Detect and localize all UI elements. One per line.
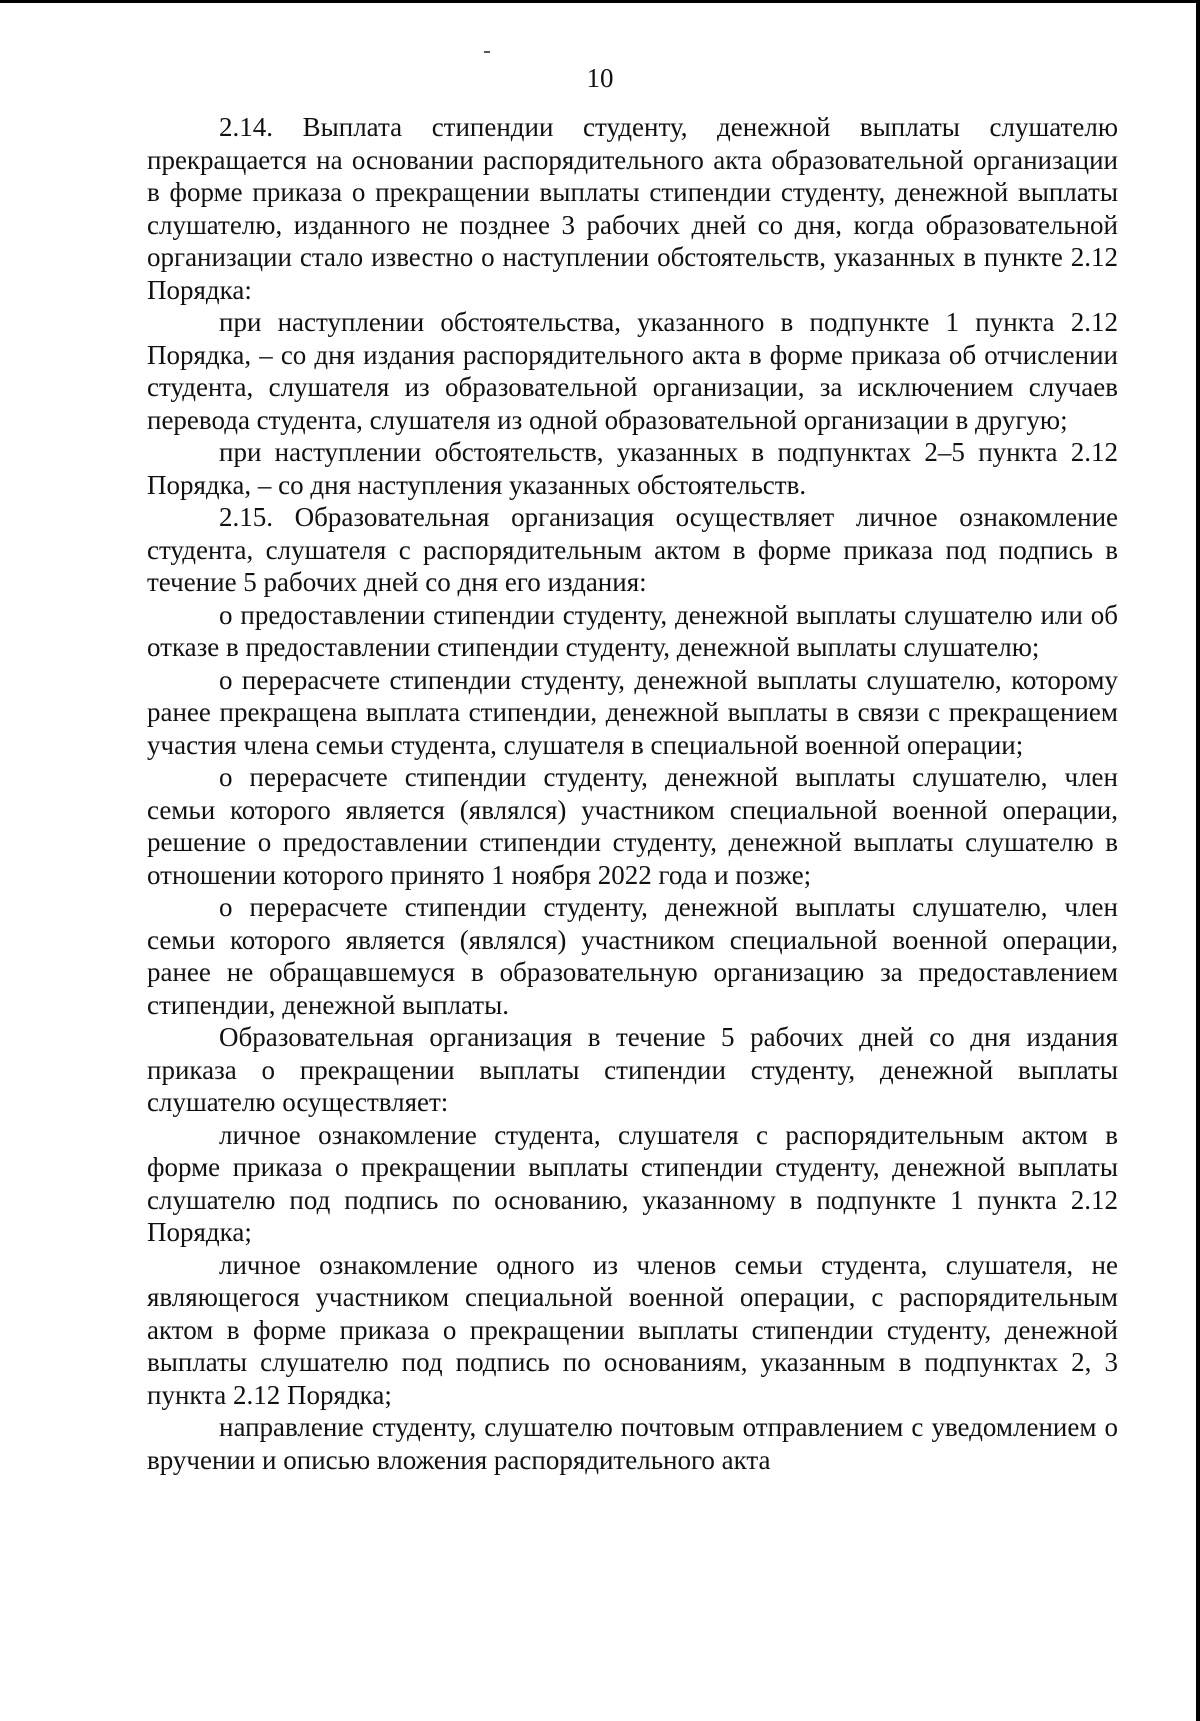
paragraph-postal-notice: направление студенту, слушателю почтовым отправлением с уведомлением о вручении и описью вложения распорядительного акта xyxy=(147,1412,1118,1475)
paragraph-provision-or-refusal: о предоставлении стипендии студенту, денежной выплаты слушателю или об отказе в предоставлении стипендии студенту, денежной выплаты слушателю; xyxy=(147,599,1118,662)
scan-border-top xyxy=(0,0,1200,3)
paragraph-recalculation-not-applied: о перерасчете стипендии студенту, денежной выплаты слушателю, член семьи которого является (являлся) участником специальной военной операции, ранее не обращавшемуся в образовательную организацию за предоставлением стипендии, денежной выплаты. xyxy=(147,892,1118,1020)
paragraph-termination-duties: Образовательная организация в течение 5 рабочих дней со дня издания приказа о прекращении выплаты стипендии студенту, денежной выплаты слушателю осуществляет: xyxy=(147,1022,1118,1117)
paragraph-subpoints-2-5: при наступлении обстоятельств, указанных в подпунктах 2–5 пункта 2.12 Порядка, – со дня наступления указанных обстоятельств. xyxy=(147,437,1118,500)
paragraph-personal-acquaintance-student: личное ознакомление студента, слушателя с распорядительным актом в форме приказа о прекращении выплаты стипендии студенту, денежной выплаты слушателю под подпись по основанию, указанному в подпункте 1 пункта 2.12 Порядка; xyxy=(147,1119,1118,1247)
paragraph-2-14: 2.14. Выплата стипендии студенту, денежной выплаты слушателю прекращается на основании распорядительного акта образовательной организации в форме приказа о прекращении выплаты стипендии студенту, денежной выплаты слушателю, изданного не позднее 3 рабочих дней со дня, когда образовательной организации стало известно о наступлении обстоятельств, указанных в пункте 2.12 Порядка: xyxy=(147,112,1118,305)
scan-speck xyxy=(484,51,490,53)
paragraph-2-15: 2.15. Образовательная организация осуществляет личное ознакомление студента, слушателя с распорядительным актом в форме приказа под подпись в течение 5 рабочих дней со дня его издания: xyxy=(147,502,1118,597)
paragraph-recalculation-resumed: о перерасчете стипендии студенту, денежной выплаты слушателю, которому ранее прекращена выплата стипендии, денежной выплаты в связи с прекращением участия члена семьи студента, слушателя в специальной военной операции; xyxy=(147,664,1118,760)
scan-border-right xyxy=(1196,0,1200,1721)
page-number: 10 xyxy=(586,63,614,93)
paragraph-personal-acquaintance-family: личное ознакомление одного из членов семьи студента, слушателя, не являющегося участником специальной военной операции, с распорядительным актом в форме приказа о прекращении выплаты стипендии студенту, денежной выплаты слушателю под подпись по основаниям, указанным в подпунктах 2, 3 пункта 2.12 Порядка; xyxy=(147,1249,1118,1410)
document-body xyxy=(147,111,1118,1476)
paragraph-subpoint-1: при наступлении обстоятельства, указанного в подпункте 1 пункта 2.12 Порядка, – со дня издания распорядительного акта в форме приказа об отчислении студента, слушателя из образовательной организации, за исключением случаев перевода студента, слушателя из одной образовательной организации в другую; xyxy=(147,307,1118,435)
paragraph-recalculation-after-nov-2022: о перерасчете стипендии студенту, денежной выплаты слушателю, член семьи которого является (являлся) участником специальной военной операции, решение о предоставлении стипендии студенту, денежной выплаты слушателю в отношении которого принято 1 ноября 2022 года и позже; xyxy=(147,762,1118,890)
